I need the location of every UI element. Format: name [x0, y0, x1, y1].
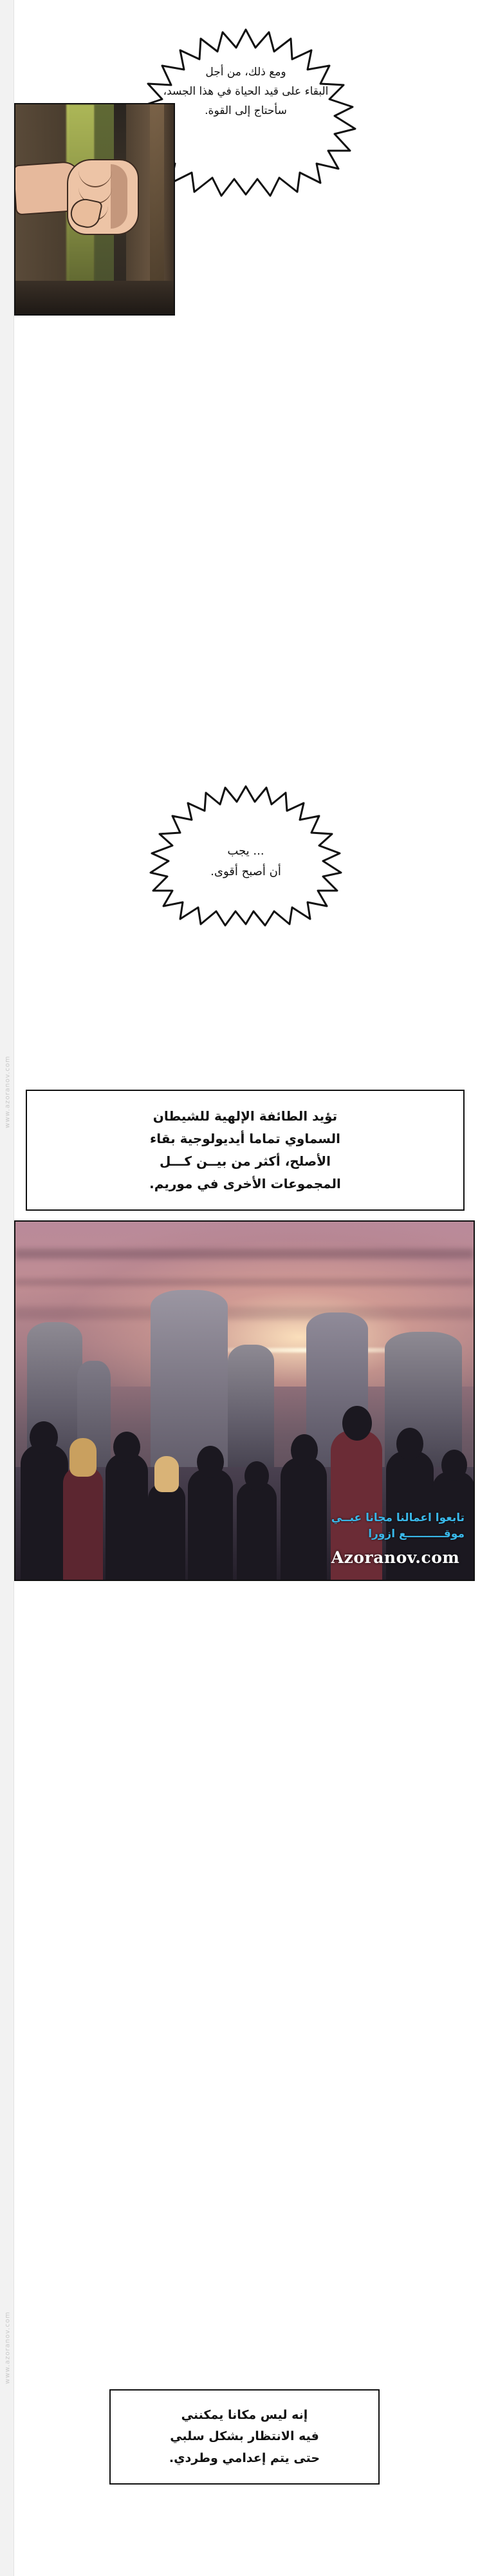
crowd-figure [237, 1482, 277, 1580]
crowd-figure [281, 1457, 327, 1580]
credit-site-link[interactable]: Azoranov.com [331, 1548, 460, 1567]
cloud-band-1 [15, 1249, 474, 1259]
bubble-top-line-1: ومع ذلك، من أجل [205, 66, 286, 79]
crowd-figure-head [441, 1450, 467, 1481]
bubble-second-line-1: ... يجب [227, 844, 264, 858]
dialogue-bottom-box [109, 2389, 380, 2485]
credit-line-1: تابعوا اعمالنا مجانا عبــي [331, 1511, 465, 1524]
hand-shadow [111, 164, 127, 229]
dialogue-line-1: إنه ليس مكانا يمكنني [181, 2408, 308, 2423]
crowd-figure-head [69, 1438, 97, 1477]
narration-box [26, 1090, 465, 1211]
crowd-figure [21, 1444, 68, 1580]
crowd-figure-head [291, 1434, 318, 1466]
crowd-figure [188, 1469, 233, 1580]
dialogue-line-2: فيه الانتظار بشكل سلبي [170, 2429, 319, 2444]
crowd-figure [63, 1466, 103, 1580]
crowd-figure-head [396, 1428, 423, 1460]
panel-crowd-scene [14, 1220, 475, 1581]
side-watermark-strip [0, 0, 14, 2576]
side-watermark-text-bottom: www.azoranov.com [4, 2311, 12, 2384]
side-watermark-text-top: www.azoranov.com [4, 1056, 12, 1128]
narration-line-4: المجموعات الأخرى في موريم. [149, 1176, 341, 1191]
crowd-figure-head [342, 1406, 372, 1441]
dialogue-line-3: حتى يتم إعدامي وطردي. [169, 2450, 320, 2465]
credit-line-2: موقــــــــــع ازورا [368, 1528, 465, 1540]
crowd-figure-head [154, 1456, 179, 1492]
bubble-second-line-2: أن أصبح أقوى. [210, 865, 281, 878]
clenched-fist [49, 159, 145, 256]
narration-line-3: الأصلح، أكثر من بيــن كـــل [160, 1153, 331, 1169]
bubble-top-line-3: سأحتاج إلى القوة. [205, 104, 287, 117]
floor [15, 281, 174, 314]
narration-line-1: تؤيد الطائفة الإلهية للشيطان [152, 1108, 338, 1124]
crowd-figure-head [244, 1461, 269, 1491]
crowd-figure-head [197, 1446, 224, 1478]
cloud-band-2 [15, 1278, 474, 1286]
crowd-figure [148, 1483, 185, 1580]
crowd-figure [106, 1454, 148, 1580]
cloud-band-3 [15, 1307, 474, 1320]
crowd-figure-head [30, 1421, 58, 1454]
crowd-figure-head [113, 1432, 140, 1463]
speech-bubble-second [98, 782, 394, 950]
panel-fist-scene [14, 103, 175, 316]
credit-watermark [331, 1510, 465, 1570]
narration-line-2: السماوي تماما أيديولوجية بقاء [150, 1131, 340, 1146]
bubble-top-line-2: البقاء على قيد الحياة في هذا الجسد، [163, 85, 329, 98]
